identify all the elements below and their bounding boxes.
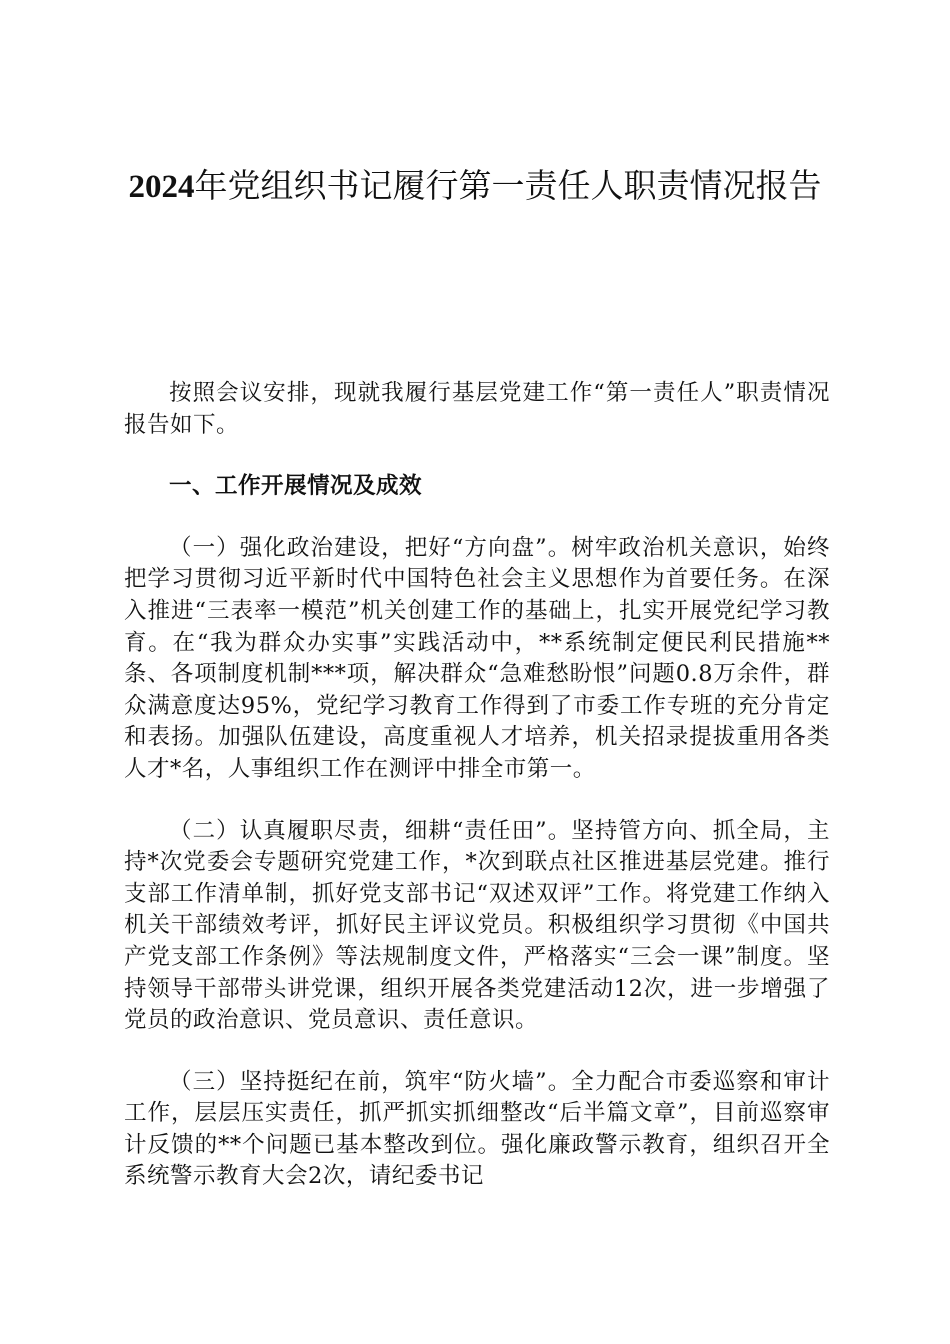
body-paragraph-2: （二）认真履职尽责，细耕“责任田”。坚持管方向、抓全局，主持*次党委会专题研究党建工作，*次到联点社区推进基层党建。推行支部工作清单制，抓好党支部书记“双述双评”工作。将党建工作纳入机关干部绩效考评，抓好民主评议党员。积极组织学习贯彻《中国共产党支部工作条例》等法规制度文件，严格落实“三会一课”制度。坚持领导干部带头讲党课，组织开展各类党建活动12次，进一步增强了党员的政治意识、党员意识、责任意识。	[124, 817, 830, 1034]
title-text: 年党组织书记履行第一责任人职责情况报告	[194, 166, 822, 205]
section-heading: 一、工作开展情况及成效	[169, 473, 423, 500]
intro-paragraph: 按照会议安排，现就我履行基层党建工作“第一责任人”职责情况报告如下。	[124, 380, 830, 438]
body-paragraph-1: （一）强化政治建设，把好“方向盘”。树牢政治机关意识，始终把学习贯彻习近平新时代中国特色社会主义思想作为首要任务。在深入推进“三表率一模范”机关创建工作的基础上，扎实开展党纪学习教育。在“我为群众办实事”实践活动中，**系统制定便民利民措施**条、各项制度机制***项，解决群众“急难愁盼恨”问题0.8万余件，群众满意度达95%，党纪学习教育工作得到了市委工作专班的充分肯定和表扬。加强队伍建设，高度重视人才培养，机关招录提拔重用各类人才*名，人事组织工作在测评中排全市第一。	[124, 534, 830, 782]
document-body	[124, 378, 830, 1223]
body-paragraph-3: （三）坚持挺纪在前，筑牢“防火墙”。全力配合市委巡察和审计工作，层层压实责任，抓严抓实抓细整改“后半篇文章”，目前巡察审计反馈的**个问题已基本整改到位。强化廉政警示教育，组织召开全系统警示教育大会2次，请纪委书记	[124, 1068, 830, 1190]
document-title	[120, 162, 830, 211]
title-year: 2024	[128, 169, 195, 205]
